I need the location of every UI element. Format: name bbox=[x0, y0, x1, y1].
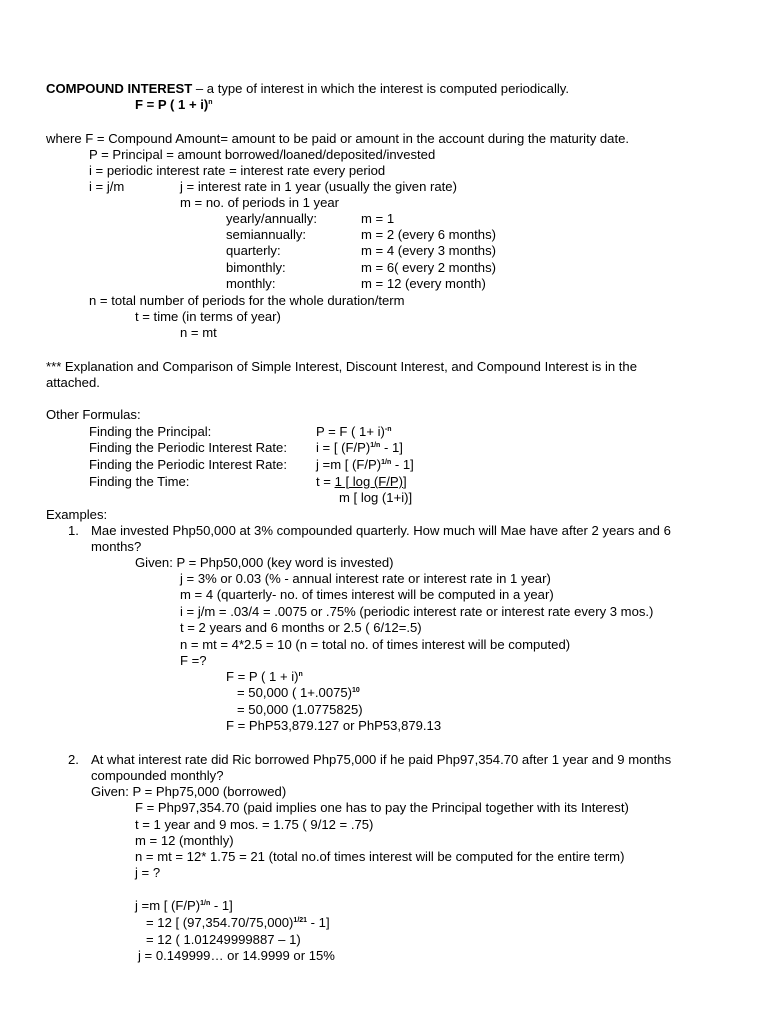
period-value: m = 6( every 2 months) bbox=[361, 260, 496, 275]
example-2-number: 2. bbox=[68, 752, 79, 767]
example-2-m: m = 12 (monthly) bbox=[135, 833, 234, 848]
heading-line bbox=[46, 81, 569, 98]
calc-exponent: n bbox=[298, 671, 303, 678]
def-total-periods: n = total number of periods for the whole duration/term bbox=[89, 293, 405, 308]
other-formulas-title: Other Formulas: bbox=[46, 407, 141, 422]
period-name: semiannually: bbox=[226, 227, 307, 242]
formula-label: Finding the Periodic Interest Rate: bbox=[89, 457, 287, 472]
example-1-i: i = j/m = .03/4 = .0075 or .75% (periodic interest rate or interest rate every 3 mos.) bbox=[180, 604, 654, 619]
example-2-F: F = Php97,354.70 (paid implies one has to pay the Principal together with its Interest) bbox=[135, 800, 629, 815]
example-2-calc-2 bbox=[146, 915, 330, 932]
calc-base: j =m [ (F/P) bbox=[135, 898, 201, 913]
example-2-n: n = mt = 12* 1.75 = 21 (total no.of times interest will be computed for the entire term) bbox=[135, 849, 625, 864]
period-name: quarterly: bbox=[226, 243, 281, 258]
time-formula-prefix: t = bbox=[316, 474, 335, 489]
example-1-calc-3: = 50,000 (1.0775825) bbox=[237, 702, 363, 717]
example-1-F: F =? bbox=[180, 653, 207, 668]
time-formula-numerator bbox=[316, 474, 407, 491]
calc-tail: - 1] bbox=[307, 915, 330, 930]
formula-label: Finding the Time: bbox=[89, 474, 190, 489]
def-i-formula: i = j/m bbox=[89, 179, 125, 194]
def-annual-rate: j = interest rate in 1 year (usually the given rate) bbox=[180, 179, 457, 194]
time-formula-numerator-text: 1 [ log (F/P)] bbox=[334, 474, 407, 489]
example-1-j: j = 3% or 0.03 (% - annual interest rate or interest rate in 1 year) bbox=[180, 571, 551, 586]
example-2-j: j = ? bbox=[135, 865, 161, 880]
formula-exponent: 1/n bbox=[381, 459, 392, 466]
note-line-1: *** Explanation and Comparison of Simple Interest, Discount Interest, and Compound Interest is in the bbox=[46, 359, 637, 374]
period-value: m = 4 (every 3 months) bbox=[361, 243, 496, 258]
example-1-calc-4: F = PhP53,879.127 or PhP53,879.13 bbox=[226, 718, 442, 733]
example-1-m: m = 4 (quarterly- no. of times interest will be computed in a year) bbox=[180, 587, 554, 602]
period-value: m = 1 bbox=[361, 211, 395, 226]
note-line-2: attached. bbox=[46, 375, 100, 390]
calc-exponent: 1/n bbox=[200, 900, 211, 907]
formula-expression bbox=[316, 457, 414, 474]
formula-base: i = [ (F/P) bbox=[316, 440, 371, 455]
example-2-calc-3: = 12 ( 1.01249999887 – 1) bbox=[146, 932, 301, 947]
example-1-t: t = 2 years and 6 months or 2.5 ( 6/12=.5) bbox=[180, 620, 422, 635]
heading-title: COMPOUND INTEREST bbox=[46, 81, 193, 96]
formula-base: P = F ( 1+ i) bbox=[316, 424, 385, 439]
heading-definition: – a type of interest in which the interest is computed periodically. bbox=[192, 81, 569, 96]
compound-formula-base: F = P ( 1 + i) bbox=[135, 97, 209, 112]
time-formula-denominator: m [ log (1+i)] bbox=[339, 490, 413, 505]
period-value: m = 2 (every 6 months) bbox=[361, 227, 496, 242]
example-1-n: n = mt = 4*2.5 = 10 (n = total no. of times interest will be computed) bbox=[180, 637, 571, 652]
compound-formula bbox=[135, 97, 213, 114]
formula-tail: - 1] bbox=[380, 440, 403, 455]
def-periodic-rate: i = periodic interest rate = interest rate every period bbox=[89, 163, 386, 178]
compound-formula-exponent: n bbox=[208, 99, 213, 106]
formula-label: Finding the Principal: bbox=[89, 424, 212, 439]
example-1-calc-2 bbox=[237, 685, 360, 702]
def-time: t = time (in terms of year) bbox=[135, 309, 281, 324]
calc-base: = 50,000 ( 1+.0075) bbox=[237, 685, 353, 700]
example-2-question-line-2: compounded monthly? bbox=[91, 768, 224, 783]
calc-exponent: 10 bbox=[352, 687, 360, 694]
example-2-calc-1 bbox=[135, 898, 233, 915]
calc-tail: - 1] bbox=[210, 898, 233, 913]
calc-exponent: 1/21 bbox=[293, 917, 308, 924]
examples-title: Examples: bbox=[46, 507, 108, 522]
def-principal: P = Principal = amount borrowed/loaned/deposited/invested bbox=[89, 147, 436, 162]
formula-exponent: 1/n bbox=[370, 442, 381, 449]
example-2-calc-4: j = 0.149999… or 14.9999 or 15% bbox=[138, 948, 335, 963]
example-1-question-line-2: months? bbox=[91, 539, 142, 554]
example-1-number: 1. bbox=[68, 523, 79, 538]
formula-label: Finding the Periodic Interest Rate: bbox=[89, 440, 287, 455]
formula-expression bbox=[316, 424, 392, 441]
formula-expression bbox=[316, 440, 403, 457]
example-1-given: Given: P = Php50,000 (key word is invested) bbox=[135, 555, 394, 570]
period-name: monthly: bbox=[226, 276, 276, 291]
example-2-given: Given: P = Php75,000 (borrowed) bbox=[91, 784, 287, 799]
example-2-t: t = 1 year and 9 mos. = 1.75 ( 9/12 = .75) bbox=[135, 817, 374, 832]
calc-base: F = P ( 1 + i) bbox=[226, 669, 299, 684]
calc-base: = 12 [ (97,354.70/75,000) bbox=[146, 915, 294, 930]
period-name: yearly/annually: bbox=[226, 211, 317, 226]
example-2-question-line-1: At what interest rate did Ric borrowed Php75,000 if he paid Php97,354.70 after 1 year and 9 months bbox=[91, 752, 672, 767]
def-n-equals-mt: n = mt bbox=[180, 325, 217, 340]
period-value: m = 12 (every month) bbox=[361, 276, 486, 291]
example-1-question-line-1: Mae invested Php50,000 at 3% compounded quarterly. How much will Mae have after 2 years and 6 bbox=[91, 523, 671, 538]
formula-tail: - 1] bbox=[391, 457, 414, 472]
def-periods-per-year: m = no. of periods in 1 year bbox=[180, 195, 340, 210]
formula-exponent: -n bbox=[384, 426, 392, 433]
formula-base: j =m [ (F/P) bbox=[316, 457, 382, 472]
example-1-calc-1 bbox=[226, 669, 303, 686]
def-compound-amount: where F = Compound Amount= amount to be paid or amount in the account during the maturity date. bbox=[46, 131, 630, 146]
period-name: bimonthly: bbox=[226, 260, 286, 275]
